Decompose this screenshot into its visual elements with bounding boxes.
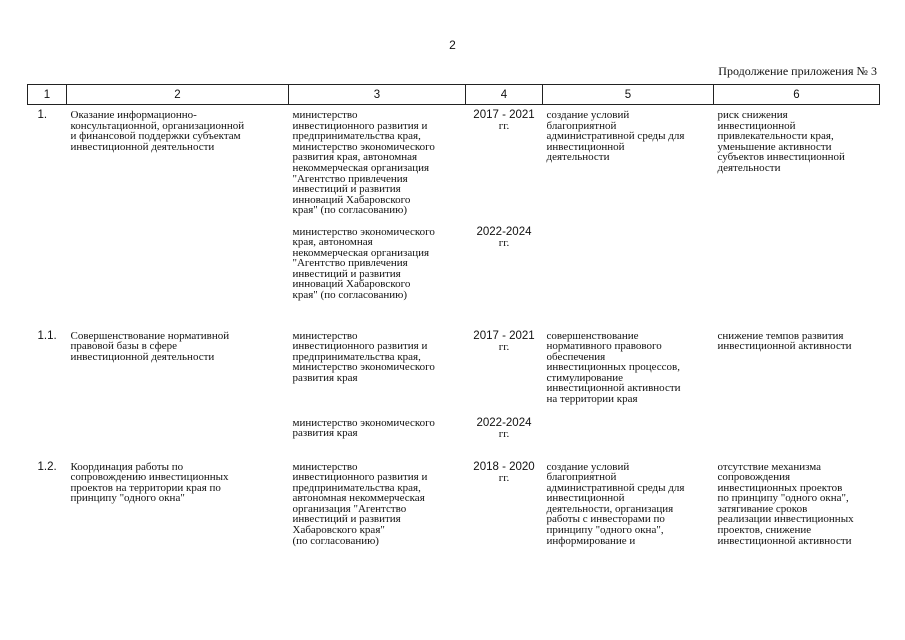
risk: риск снижения инвестиционной привлекательности края, уменьшение активности субъектов инвестиционной деятельности <box>717 109 845 174</box>
expected-result: создание условий благоприятной административной среды для инвестиционной деятельности <box>546 109 685 164</box>
expected-result <box>543 222 714 326</box>
row-number <box>28 413 67 457</box>
risk <box>714 222 880 326</box>
column-header: 5 <box>543 85 714 105</box>
column-header: 2 <box>67 85 289 105</box>
executor: министерство инвестиционного развития и предпринимательства края, министерство экономического развития края, автономная некоммерческая организация "Агентство привлечения инвестиций и развития инноваций Хабаровского края" (по согласованию) <box>292 109 435 217</box>
period-suffix: гг. <box>498 120 510 132</box>
expected-result: создание условий благоприятной административной среды для инвестиционной деятельности, организация работы с инвесторами по принципу "одного окна", информирование и <box>546 460 685 547</box>
period <box>466 326 543 413</box>
column-header: 4 <box>466 85 543 105</box>
period <box>466 413 543 457</box>
period <box>466 457 543 553</box>
table-row <box>28 326 880 413</box>
period-suffix: гг. <box>498 427 510 440</box>
column-header: 3 <box>289 85 466 105</box>
period-years: 2017 - 2021 <box>473 109 535 121</box>
table-row <box>28 105 880 222</box>
period-years: 2017 - 2021 <box>473 329 535 342</box>
period-years: 2018 - 2020 <box>473 460 535 473</box>
executor: министерство экономического края, автономная некоммерческая организация "Агентство привлечения инвестиций и развития инноваций Хабаровского края" (по согласованию) <box>292 225 435 302</box>
table-row <box>28 222 880 326</box>
row-number: 1.2. <box>37 460 57 473</box>
measure-name: Координация работы по сопровождению инвестиционных проектов на территории края по принципу "одного окна" <box>70 460 229 505</box>
row-number <box>28 222 67 326</box>
column-header: 1 <box>28 85 67 105</box>
period-suffix: гг. <box>498 471 510 484</box>
period-suffix: гг. <box>498 236 510 249</box>
risk: снижение темпов развития инвестиционной активности <box>717 329 852 353</box>
row-number: 1.1. <box>37 329 57 342</box>
executor: министерство экономического развития края <box>292 416 435 440</box>
measures-table <box>27 84 880 553</box>
expected-result <box>543 413 714 457</box>
executor: министерство инвестиционного развития и предпринимательства края, автономная некоммерческая организация "Агентство инвестиций и развития Хабаровского края" (по согласованию) <box>292 460 428 547</box>
page-number: 2 <box>449 38 456 52</box>
period <box>466 222 543 326</box>
risk: отсутствие механизма сопровождения инвестиционных проектов по принципу "одного окна", затягивание сроков реализации инвестиционных проектов, снижение инвестиционной активности <box>717 460 854 547</box>
column-number-row <box>28 85 880 105</box>
table-row <box>28 413 880 457</box>
table-row <box>28 457 880 553</box>
period-suffix: гг. <box>498 340 510 353</box>
expected-result: совершенствование нормативного правового обеспечения инвестиционных процессов, стимулирование инвестиционной активности на территории края <box>546 329 681 406</box>
row-number: 1. <box>37 109 48 121</box>
risk <box>714 413 880 457</box>
period-years: 2022-2024 <box>476 416 532 429</box>
measure-name <box>67 222 289 326</box>
measures-table-wrapper <box>27 84 879 553</box>
measure-name <box>67 413 289 457</box>
period <box>466 105 543 222</box>
executor: министерство инвестиционного развития и предпринимательства края, министерство экономического развития края <box>292 329 435 384</box>
period-years: 2022-2024 <box>476 225 532 238</box>
column-header: 6 <box>714 85 880 105</box>
continuation-note: Продолжение приложения № 3 <box>718 64 877 78</box>
measure-name: Оказание информационно- консультационной, организационной и финансовой поддержки субъектам инвестиционной деятельности <box>70 109 245 153</box>
measure-name: Совершенствование нормативной правовой базы в сфере инвестиционной деятельности <box>70 329 230 363</box>
